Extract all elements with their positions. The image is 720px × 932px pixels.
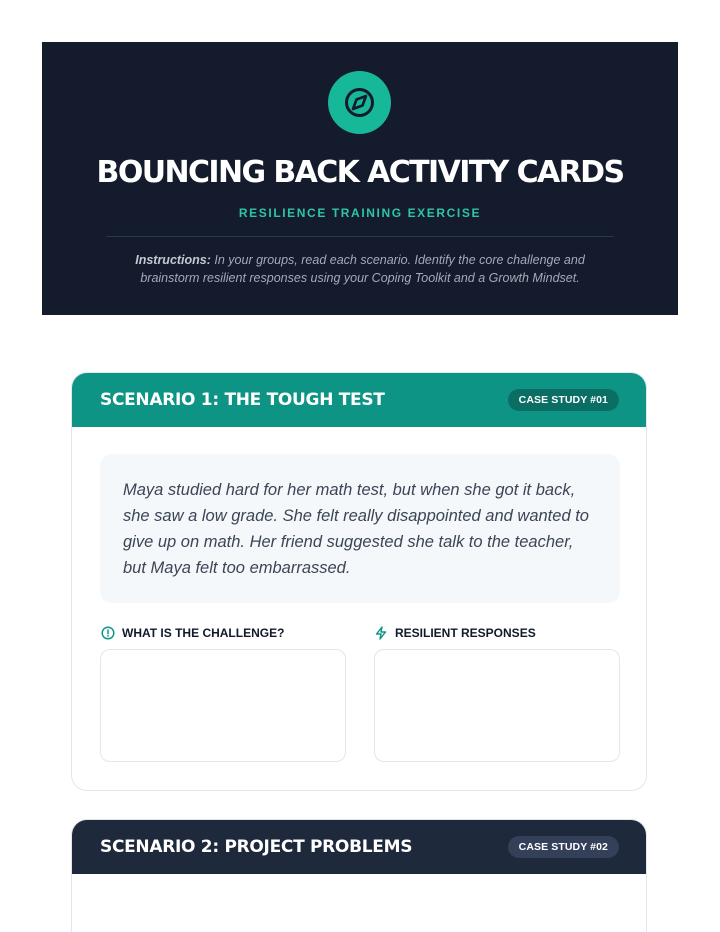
- case-study-badge: CASE STUDY #02: [508, 836, 619, 858]
- alert-circle-icon: [101, 626, 115, 640]
- scenario-header: [72, 373, 646, 427]
- case-study-badge: CASE STUDY #01: [508, 389, 619, 411]
- page-title: BOUNCING BACK ACTIVITY CARDS: [96, 155, 624, 190]
- scenario-header: [72, 820, 646, 874]
- responses-answer-box[interactable]: [374, 649, 620, 762]
- scenario-title: SCENARIO 2: PROJECT PROBLEMS: [100, 837, 413, 857]
- instructions-label: Instructions:: [135, 253, 211, 267]
- lightning-icon: [374, 626, 388, 640]
- scenario-card-1: [71, 372, 647, 791]
- challenge-label-text: WHAT IS THE CHALLENGE?: [122, 626, 285, 640]
- page-header: [42, 42, 678, 315]
- compass-icon: [328, 71, 391, 134]
- header-divider: [106, 236, 614, 237]
- responses-label-text: RESILIENT RESPONSES: [395, 626, 536, 640]
- instructions-text: In your groups, read each scenario. Identify the core challenge and brainstorm resilient responses using your Coping Toolkit and a Growth Mindset.: [140, 253, 585, 285]
- challenge-label: [101, 624, 341, 642]
- page-subtitle: RESILIENCE TRAINING EXERCISE: [238, 206, 482, 220]
- scenario-card-2: [71, 819, 647, 932]
- challenge-answer-box[interactable]: [100, 649, 346, 762]
- scenario-story: Maya studied hard for her math test, but when she got it back, she saw a low grade. She felt really disappointed and wanted to give up on math. Her friend suggested she talk to the teacher, but Maya felt too embarrassed.: [100, 454, 620, 603]
- responses-label: [374, 624, 614, 642]
- instructions: [112, 251, 608, 287]
- scenario-title: SCENARIO 1: THE TOUGH TEST: [100, 390, 385, 410]
